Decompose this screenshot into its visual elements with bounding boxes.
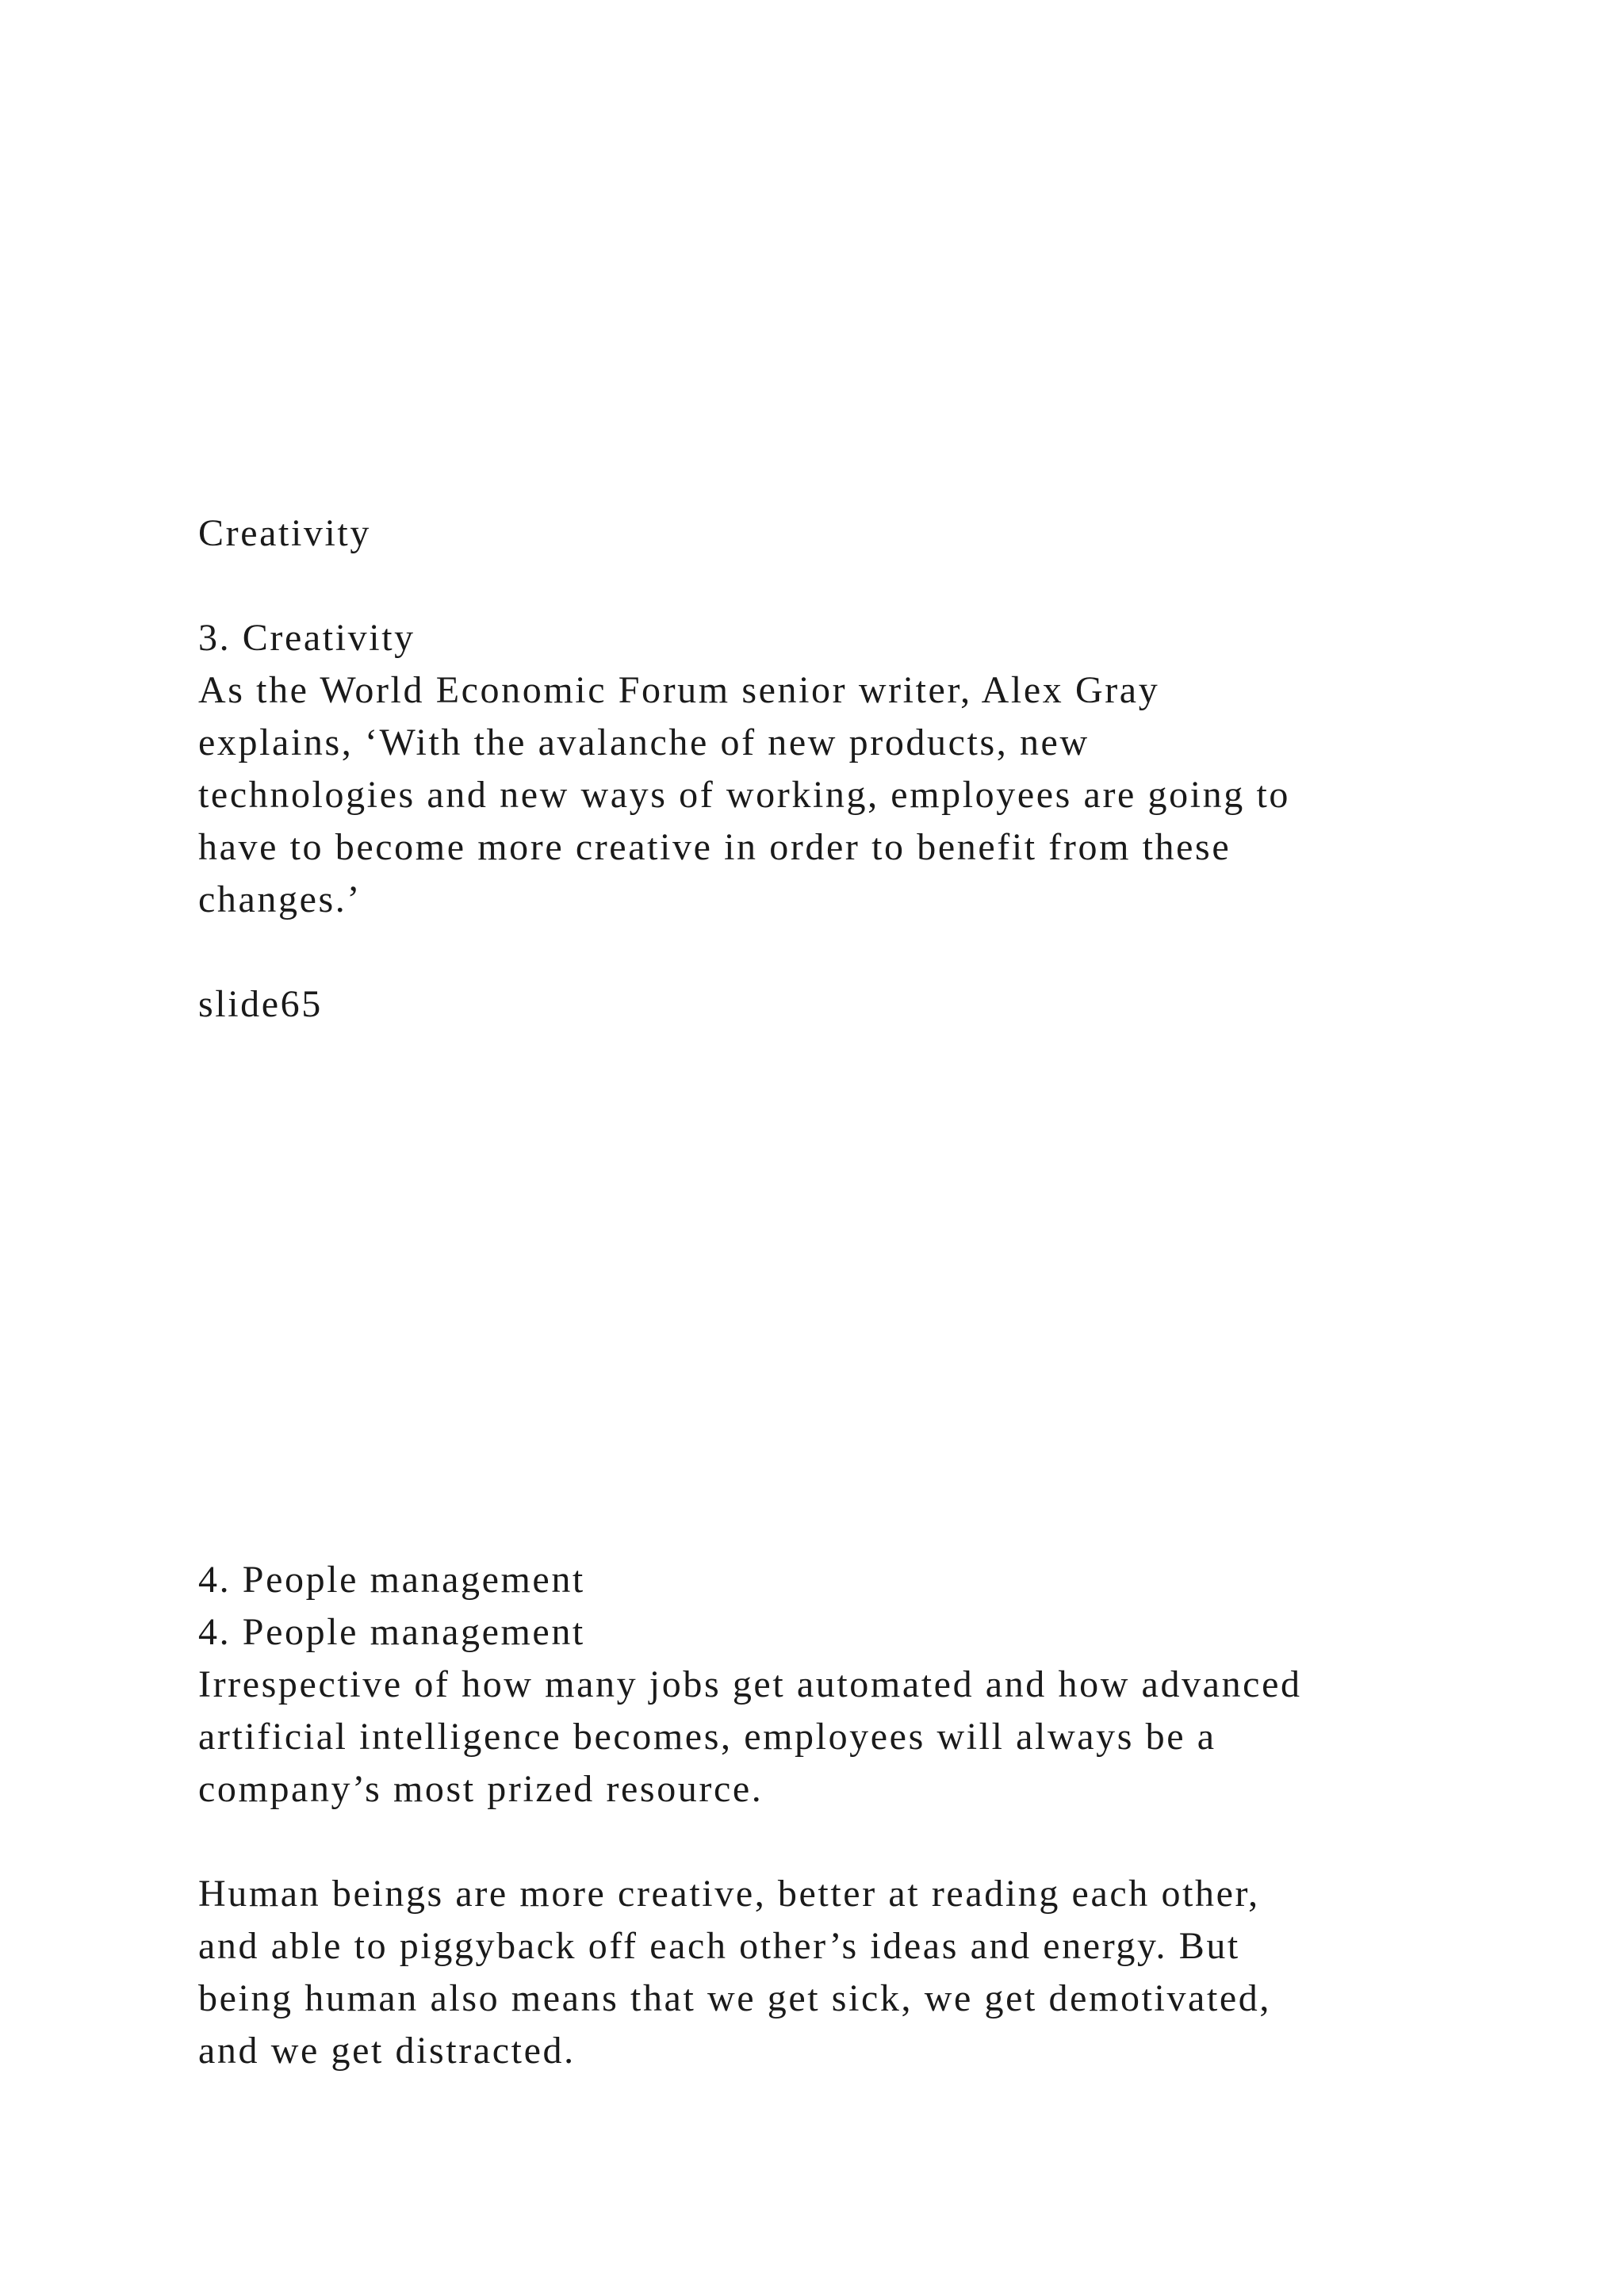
section-title: 4. People management xyxy=(198,1559,585,1601)
section-people-management xyxy=(198,1554,1302,1816)
text-line: explains, ‘With the avalanche of new products, new xyxy=(198,721,1090,763)
text-line: artificial intelligence becomes, employees will always be a xyxy=(198,1716,1216,1758)
text-line: company’s most prized resource. xyxy=(198,1768,764,1810)
text-line: and able to piggyback off each other’s ideas and energy. But xyxy=(198,1925,1240,1967)
text-line: As the World Economic Forum senior writer, Alex Gray xyxy=(198,669,1160,711)
slide-label xyxy=(198,978,323,1031)
text-line: Human beings are more creative, better at reading each other, xyxy=(198,1873,1260,1915)
heading-creativity xyxy=(198,507,371,560)
section-title: 4. People management xyxy=(198,1611,585,1653)
section-title: 3. Creativity xyxy=(198,617,416,659)
text-line: technologies and new ways of working, employees are going to xyxy=(198,774,1291,816)
text-line: and we get distracted. xyxy=(198,2030,576,2072)
section-creativity xyxy=(198,612,1290,926)
text-line: Irrespective of how many jobs get automated and how advanced xyxy=(198,1663,1302,1705)
paragraph-human-beings xyxy=(198,1868,1271,2077)
text-line: have to become more creative in order to benefit from these xyxy=(198,826,1231,868)
text-line: changes.’ xyxy=(198,878,362,920)
text-line: Creativity xyxy=(198,512,371,554)
text-line: slide65 xyxy=(198,983,323,1025)
text-line: being human also means that we get sick, we get demotivated, xyxy=(198,1977,1271,2019)
